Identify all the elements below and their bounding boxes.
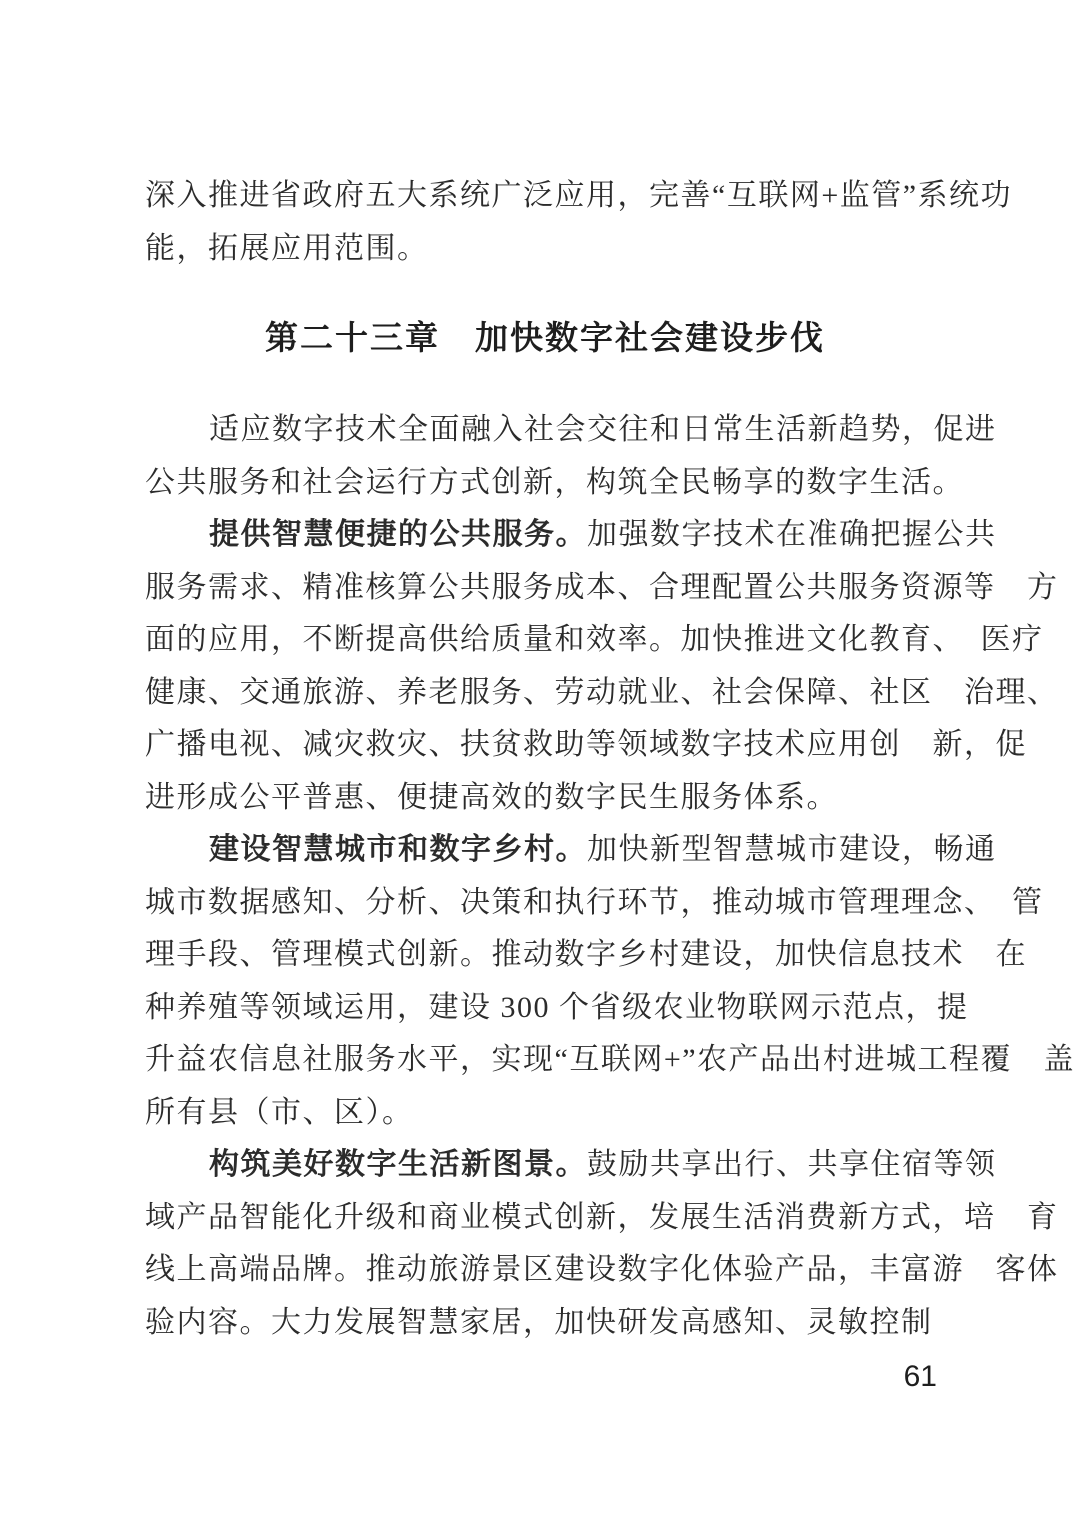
text-line <box>145 667 1059 720</box>
bold-lead-text: 建设智慧城市和数字乡村。 <box>209 833 587 866</box>
body-text: 加强数字技术在准确把握公共 <box>587 518 997 551</box>
paragraph-intro <box>145 404 997 509</box>
text-line <box>145 982 969 1035</box>
body-text: 服务需求、精准核算公共服务成本、合理配置公共服务资源等 方 <box>145 570 1059 604</box>
body-text: 验内容。大力发展智慧家居，加快研发高感知、灵敏控制 <box>145 1305 933 1339</box>
text-line <box>145 1244 1059 1297</box>
text-line <box>145 719 1027 772</box>
text-line <box>145 1087 945 1140</box>
body-text: 健康、交通旅游、养老服务、劳动就业、社会保障、社区 治理、 <box>145 675 1059 709</box>
text-line <box>145 877 1044 930</box>
body-text: 域产品智能化升级和商业模式创新，发展生活消费新方式，培 育 <box>145 1200 1059 1234</box>
body-text: 鼓励共享出行、共享住宿等领 <box>587 1148 997 1181</box>
body-text: 所有县（市、区）。 <box>145 1095 414 1129</box>
bold-lead-text: 提供智慧便捷的公共服务。 <box>209 518 587 551</box>
text-line <box>145 1297 945 1350</box>
text-line <box>145 1034 1076 1087</box>
paragraph-digital-life <box>145 1139 1059 1349</box>
body-text: 种养殖等领域运用，建设 300 个省级农业物联网示范点，提 <box>145 990 969 1024</box>
body-text: 理手段、管理模式创新。推动数字乡村建设，加快信息技术 在 <box>145 938 1027 971</box>
text-line <box>145 404 997 457</box>
text-line <box>145 929 1027 982</box>
bold-lead-text: 构筑美好数字生活新图景。 <box>209 1148 587 1181</box>
text-line <box>145 772 945 825</box>
text-line <box>145 1139 997 1192</box>
text-line <box>145 614 1044 667</box>
body-text: 广播电视、减灾救灾、扶贫救助等领域数字技术应用创 新，促 <box>145 728 1027 761</box>
body-text: 线上高端品牌。推动旅游景区建设数字化体验产品，丰富游 客体 <box>145 1253 1059 1286</box>
body-text: 能，拓展应用范围。 <box>145 231 429 265</box>
chapter-heading: 第二十三章 加快数字社会建设步伐 <box>265 319 825 356</box>
body-text: 适应数字技术全面融入社会交往和日常生活新趋势，促进 <box>209 413 997 446</box>
body-text: 深入推进省政府五大系统广泛应用，完善“互联网+监管”系统功 <box>145 179 1013 212</box>
text-line <box>145 824 997 877</box>
text-line <box>145 457 964 510</box>
body-text: 加快新型智慧城市建设，畅通 <box>587 833 997 866</box>
text-line <box>145 1192 1059 1245</box>
paragraph-public-services <box>145 509 1059 824</box>
paragraph-smart-city <box>145 824 1076 1139</box>
text-line <box>145 170 1013 223</box>
body-text: 面的应用，不断提高供给质量和效率。加快推进文化教育、 医疗 <box>145 623 1044 656</box>
document-content <box>145 170 1076 1349</box>
text-line <box>145 562 1059 615</box>
body-text: 城市数据感知、分析、决策和执行环节，推动城市管理理念、 管 <box>145 885 1044 919</box>
page-number: 61 <box>903 1360 937 1393</box>
text-line <box>145 223 945 276</box>
body-text: 升益农信息社服务水平，实现“互联网+”农产品出村进城工程覆 盖 <box>145 1043 1076 1076</box>
body-text: 公共服务和社会运行方式创新，构筑全民畅享的数字生活。 <box>145 465 964 499</box>
text-line <box>145 509 997 562</box>
paragraph-internet-regulation <box>145 170 1013 275</box>
body-text: 进形成公平普惠、便捷高效的数字民生服务体系。 <box>145 780 838 814</box>
